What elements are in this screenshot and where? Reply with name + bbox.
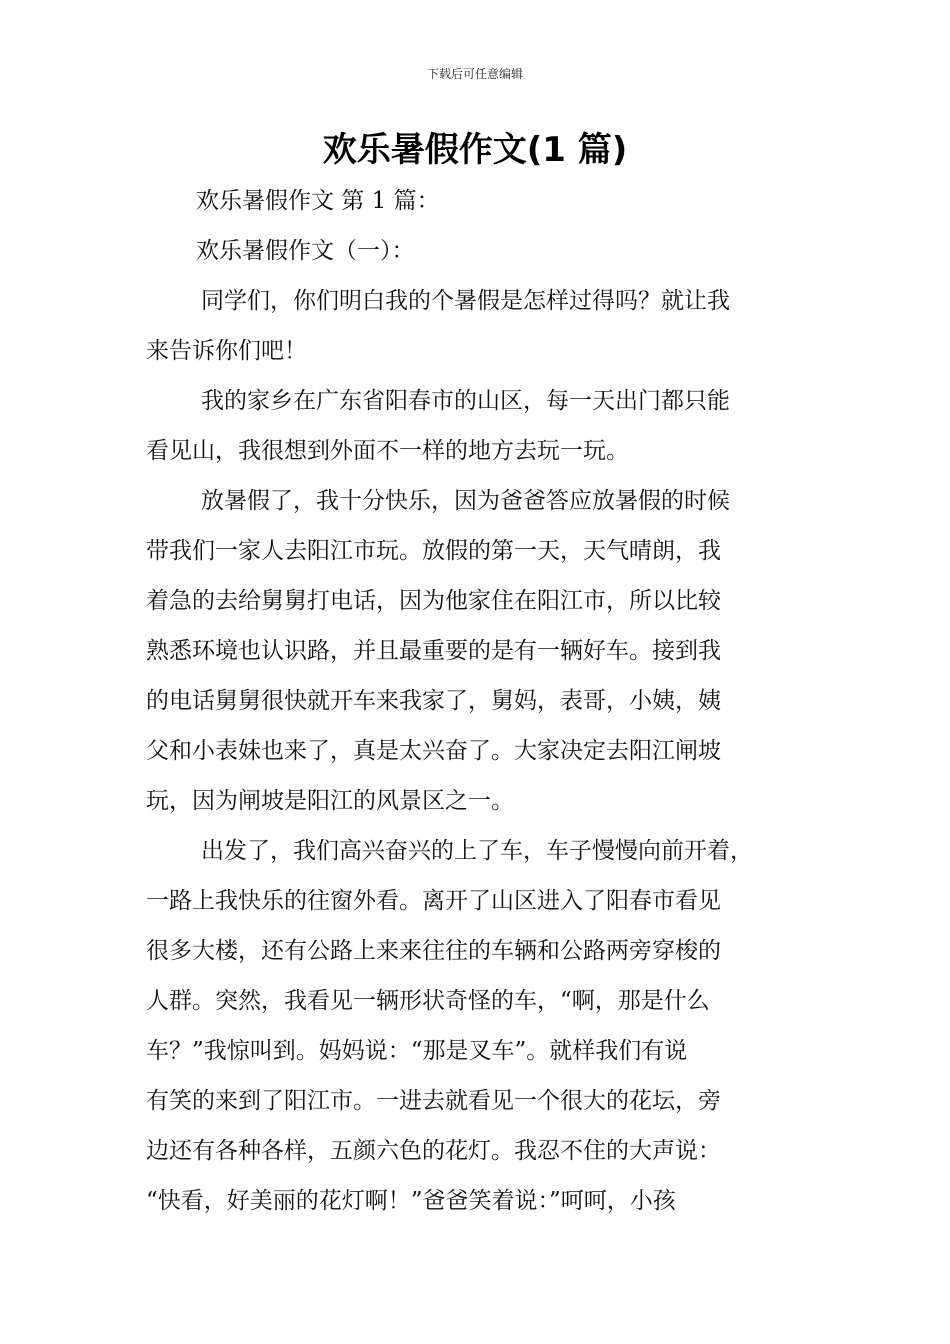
document-body <box>146 176 816 1226</box>
text-line: 我的家乡在广东省阳春市的山区，每一天出门都只能 <box>201 388 730 414</box>
text-line: 车？”我惊叫到。妈妈说：“那是叉车”。就样我们有说 <box>146 1038 688 1064</box>
text-line: 人群。突然，我看见一辆形状奇怪的车，“啊，那是什么 <box>146 988 710 1014</box>
text-line: 看见山，我很想到外面不一样的地方去玩一玩。 <box>146 438 629 464</box>
text-line: 放暑假了，我十分快乐，因为爸爸答应放暑假的时候 <box>201 488 730 514</box>
text-line: 带我们一家人去阳江市玩。放假的第一天，天气晴朗，我 <box>146 538 721 564</box>
header-note: 下载后可任意编辑 <box>426 67 523 81</box>
text-line: 父和小表妹也来了，真是太兴奋了。大家决定去阳江闸坡 <box>146 738 721 764</box>
document-title: 欢乐暑假作文(1 篇) <box>322 130 628 170</box>
text-line: 一路上我快乐的往窗外看。离开了山区进入了阳春市看见 <box>146 888 721 914</box>
text-line: 出发了，我们高兴奋兴的上了车，车子慢慢向前开着， <box>201 838 753 864</box>
text-line: 同学们，你们明白我的个暑假是怎样过得吗？就让我 <box>201 288 730 314</box>
text-line: 的电话舅舅很快就开车来我家了，舅妈，表哥，小姨，姨 <box>146 688 721 714</box>
text-line: 着急的去给舅舅打电话，因为他家住在阳江市，所以比较 <box>146 588 721 614</box>
text-line: 熟悉环境也认识路，并且最重要的是有一辆好车。接到我 <box>146 638 721 664</box>
text-line: “快看，好美丽的花灯啊！”爸爸笑着说：”呵呵，小孩 <box>146 1188 676 1214</box>
text-line: 边还有各种各样，五颜六色的花灯。我忍不住的大声说： <box>146 1138 721 1164</box>
paragraph-2 <box>146 376 816 476</box>
text-line: 玩，因为闸坡是阳江的风景区之一。 <box>146 788 514 814</box>
text-line: 很多大楼，还有公路上来来往往的车辆和公路两旁穿梭的 <box>146 938 721 964</box>
paragraph-1 <box>146 276 816 376</box>
text-line: 来告诉你们吧！ <box>146 338 307 364</box>
section-heading: 欢乐暑假作文 第 1 篇： <box>196 188 440 214</box>
paragraph-3 <box>146 476 816 826</box>
paragraph-4 <box>146 826 816 1226</box>
text-line: 有笑的来到了阳江市。一进去就看见一个很大的花坛，旁 <box>146 1088 721 1114</box>
section-subheading: 欢乐暑假作文（一）： <box>196 238 415 264</box>
